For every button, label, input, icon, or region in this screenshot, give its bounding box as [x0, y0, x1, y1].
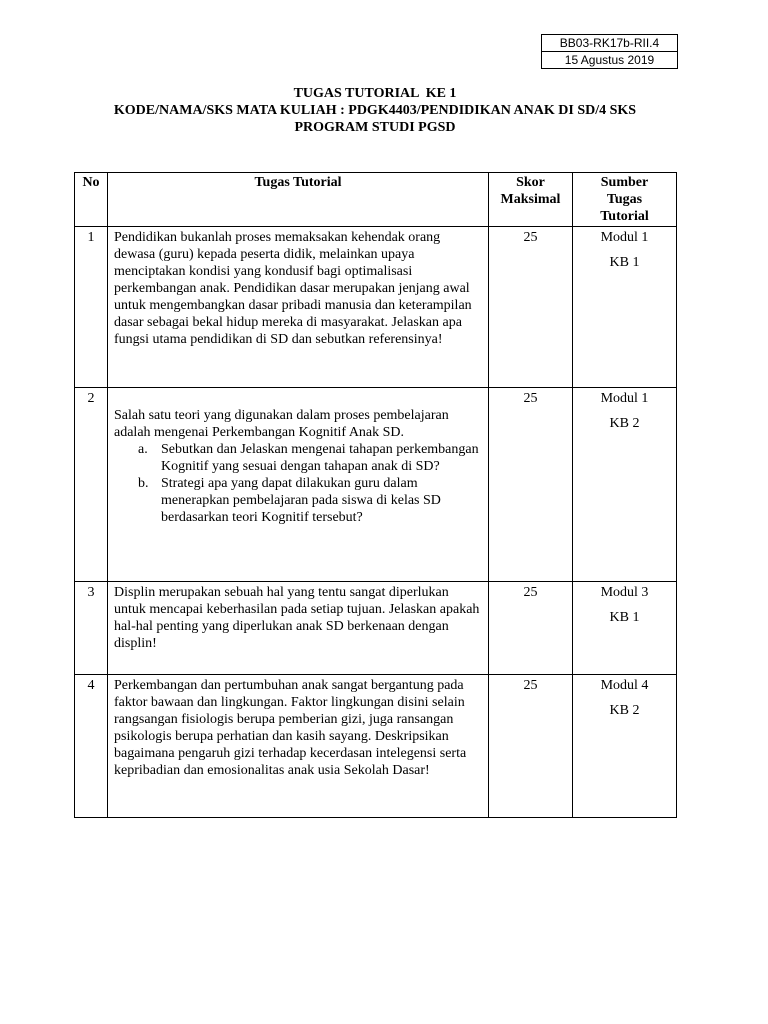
course-line: KODE/NAMA/SKS MATA KULIAH : PDGK4403/PENDIDIKAN ANAK DI SD/4 SKS — [113, 103, 637, 118]
task-text: Displin merupakan sebuah hal yang tentu sangat diperlukan untuk mencapai keberhasilan pada setiap tujuan. Jelaskan apakah hal-hal penting yang diperlukan anak SD berkenaan dengan displin! — [108, 582, 489, 675]
table-header-row — [75, 173, 677, 227]
task-source — [573, 227, 677, 388]
header-max-score-line2: Maksimal — [500, 192, 561, 207]
task-source — [573, 388, 677, 582]
task-subquestions — [114, 441, 482, 526]
header-source-line3: Tutorial — [600, 209, 649, 224]
max-score: 25 — [489, 675, 573, 818]
program-line: PROGRAM STUDI PGSD — [294, 120, 456, 135]
source-kb: KB 2 — [609, 703, 640, 718]
row-number: 2 — [75, 388, 108, 582]
row-number: 3 — [75, 582, 108, 675]
subquestion-marker: b. — [138, 476, 149, 491]
document-heading — [0, 85, 750, 136]
header-source — [573, 173, 677, 227]
header-no: No — [75, 173, 108, 227]
task-text: Pendidikan bukanlah proses memaksakan kehendak orang dewasa (guru) kepada peserta didik, melainkan upaya menciptakan kondisi yang kondusif bagi optimalisasi perkembangan anak. Pendidikan dasar merupakan jenjang awal untuk mengembangkan dasar pribadi manusia dan keterampilan dasar sebagai bekal hidup mereka di masyarakat. Jelaskan apa fungsi utama pendidikan di SD dan sebutkan referensinya! — [108, 227, 489, 388]
source-kb: KB 1 — [609, 610, 640, 625]
max-score: 25 — [489, 388, 573, 582]
source-kb: KB 2 — [609, 416, 640, 431]
document-date: 15 Agustus 2019 — [542, 51, 677, 68]
task-text: Perkembangan dan pertumbuhan anak sangat bergantung pada faktor bawaan dan lingkungan. Faktor lingkungan disini selain rangsangan fisiologis berupa pemberian gizi, juga ransangan psikologis berupa perhatian dan kasih sayang. Deskripsikan bagaimana pengaruh gizi terhadap kecerdasan intelegensi serta kepribadian dan emosionalitas anak usia Sekolah Dasar! — [108, 675, 489, 818]
table-row — [75, 227, 677, 388]
source-module: Modul 3 — [600, 585, 649, 600]
source-module: Modul 1 — [600, 391, 649, 406]
table-row — [75, 582, 677, 675]
max-score: 25 — [489, 227, 573, 388]
document-code: BB03-RK17b-RII.4 — [559, 36, 660, 50]
table-row — [75, 388, 677, 582]
tutorial-task-table — [74, 172, 677, 818]
subquestion-item — [138, 475, 482, 526]
header-max-score-line1: Skor — [516, 175, 545, 190]
task-source — [573, 582, 677, 675]
row-number: 4 — [75, 675, 108, 818]
header-max-score — [489, 173, 573, 227]
document-code-box — [541, 34, 678, 69]
page-title: TUGAS TUTORIAL KE 1 — [293, 86, 457, 101]
source-module: Modul 4 — [600, 678, 649, 693]
max-score: 25 — [489, 582, 573, 675]
source-module: Modul 1 — [600, 230, 649, 245]
header-source-line2: Tugas — [606, 192, 643, 207]
row-number: 1 — [75, 227, 108, 388]
task-text: Salah satu teori yang digunakan dalam proses pembelajaran adalah mengenai Perkembangan Kognitif Anak SD. — [114, 408, 449, 440]
task-cell — [108, 388, 489, 582]
subquestion-text: Strategi apa yang dapat dilakukan guru dalam menerapkan pembelajaran pada siswa di kelas SD berdasarkan teori Kognitif tersebut? — [161, 476, 441, 525]
header-task: Tugas Tutorial — [108, 173, 489, 227]
subquestion-marker: a. — [138, 442, 148, 457]
header-source-line1: Sumber — [600, 175, 649, 190]
source-kb: KB 1 — [609, 255, 640, 270]
subquestion-text: Sebutkan dan Jelaskan mengenai tahapan perkembangan Kognitif yang sesuai dengan tahapan anak di SD? — [161, 442, 479, 474]
task-source — [573, 675, 677, 818]
subquestion-item — [138, 441, 482, 475]
table-row — [75, 675, 677, 818]
